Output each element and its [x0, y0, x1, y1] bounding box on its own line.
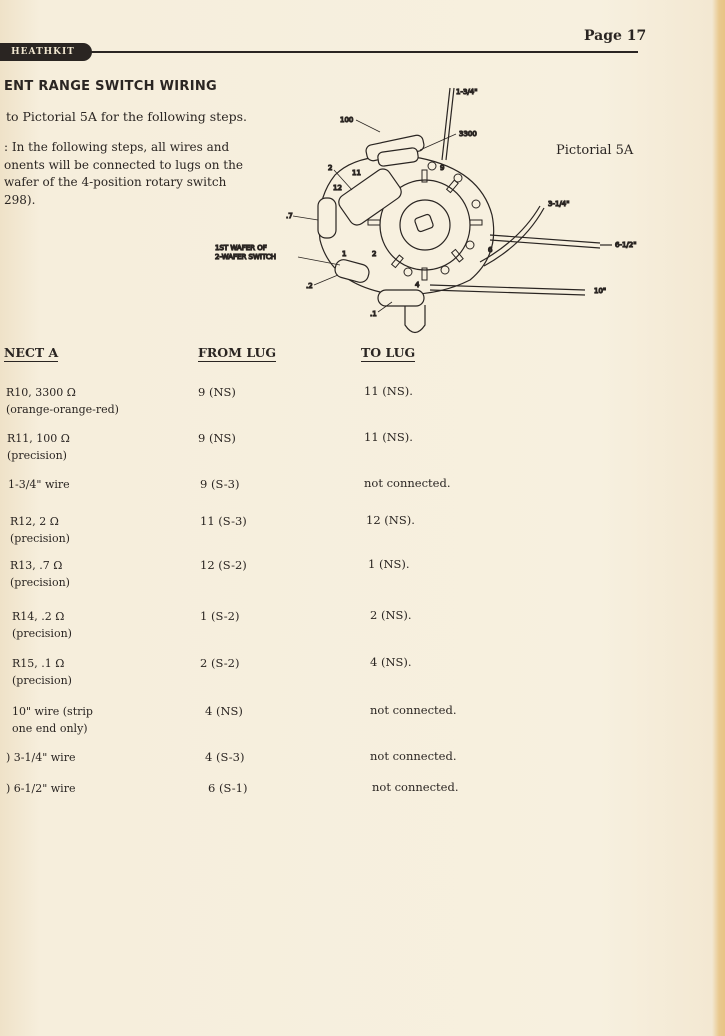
callout-wire-1-3-4: 1-3/4": [456, 88, 478, 96]
callout-lug-2: 2: [372, 250, 377, 258]
row-from-lug: 4 (NS): [205, 704, 243, 718]
row-item: ) 3-1/4" wire: [6, 751, 76, 764]
row-item: R12, 2 Ω: [10, 515, 59, 528]
row-item-detail: (precision): [10, 576, 70, 589]
header-to-lug: TO LUG: [361, 345, 416, 360]
wire-1-3-4-icon: [442, 88, 454, 160]
callout-lug-11: 11: [352, 169, 361, 177]
callout-100: 100: [340, 116, 354, 124]
row-to-lug: 4 (NS).: [370, 655, 412, 669]
row-to-lug: 11 (NS).: [364, 384, 413, 398]
callout-wire-10: 10": [594, 287, 607, 295]
intro-text: to Pictorial 5A for the following steps.: [6, 109, 247, 124]
callout-r-07: .7: [286, 212, 293, 220]
callout-wafer-line1: 1ST WAFER OF: [215, 244, 267, 252]
callout-lug-6: 6: [488, 246, 493, 254]
row-item-detail: one end only): [12, 722, 88, 735]
callout-lug-1: 1: [342, 250, 347, 258]
header-connect: NECT A: [4, 345, 59, 360]
row-from-lug: 12 (S-2): [200, 558, 247, 572]
callout-wafer-line2: 2-WAFER SWITCH: [215, 253, 277, 261]
row-item: 1-3/4" wire: [8, 478, 70, 491]
callout-r-01: .1: [370, 310, 377, 318]
callout-lug-2-top: 2: [328, 164, 333, 172]
wire-6-1-2-icon: [490, 235, 612, 248]
note-line: 298).: [4, 192, 36, 207]
callout-lug-12: 12: [333, 184, 342, 192]
row-from-lug: 4 (S-3): [205, 750, 245, 764]
note-line: wafer of the 4-position rotary switch: [4, 175, 227, 189]
section-title: ENT RANGE SWITCH WIRING: [4, 79, 218, 94]
logo-text: HEATHKIT: [11, 47, 75, 57]
row-to-lug: 12 (NS).: [366, 513, 415, 527]
header-from-lug: FROM LUG: [198, 345, 277, 360]
row-to-lug: 2 (NS).: [370, 608, 412, 622]
row-item: R11, 100 Ω: [7, 432, 70, 445]
callout-lug-9: 9: [440, 164, 445, 172]
row-to-lug: not connected.: [370, 749, 457, 763]
row-to-lug: not connected.: [370, 703, 457, 717]
row-from-lug: 9 (NS): [198, 431, 236, 445]
row-to-lug: not connected.: [364, 476, 451, 490]
heathkit-logo: [0, 43, 92, 61]
note-line: : In the following steps, all wires and: [4, 140, 230, 154]
row-item: ) 6-1/2" wire: [6, 782, 76, 795]
row-item-detail: (orange-orange-red): [6, 403, 119, 416]
note-line: onents will be connected to lugs on the: [4, 157, 243, 172]
row-from-lug: 1 (S-2): [200, 609, 240, 623]
row-item-detail: (precision): [12, 674, 72, 687]
row-item: R10, 3300 Ω: [6, 386, 76, 399]
row-from-lug: 9 (NS): [198, 385, 236, 399]
row-item-detail: (precision): [12, 627, 72, 640]
callout-wire-3-1-4: 3-1/4": [548, 200, 570, 208]
switch-wiring-diagram: [200, 78, 660, 348]
callout-wire-6-1-2: 6-1/2": [615, 241, 637, 249]
row-from-lug: 11 (S-3): [200, 514, 247, 528]
row-item: R13, .7 Ω: [10, 559, 63, 572]
row-from-lug: 2 (S-2): [200, 656, 240, 670]
row-item-detail: (precision): [10, 532, 70, 545]
row-item-detail: (precision): [7, 449, 67, 462]
row-from-lug: 9 (S-3): [200, 477, 240, 491]
page-number: Page 17: [584, 28, 647, 44]
resistor-01-icon: [378, 290, 424, 306]
row-item: 10" wire (strip: [12, 705, 93, 718]
callout-3300: 3300: [459, 130, 477, 138]
row-item: R15, .1 Ω: [12, 657, 65, 670]
header-rule: [90, 51, 638, 53]
row-to-lug: 11 (NS).: [364, 430, 413, 444]
row-to-lug: 1 (NS).: [368, 557, 410, 571]
row-to-lug: not connected.: [372, 780, 459, 794]
callout-lug-4: 4: [415, 281, 420, 289]
callout-r-02: .2: [306, 282, 313, 290]
pictorial-label: Pictorial 5A: [556, 143, 634, 158]
row-item: R14, .2 Ω: [12, 610, 65, 623]
resistor-07-icon: [318, 198, 336, 238]
row-from-lug: 6 (S-1): [208, 781, 248, 795]
